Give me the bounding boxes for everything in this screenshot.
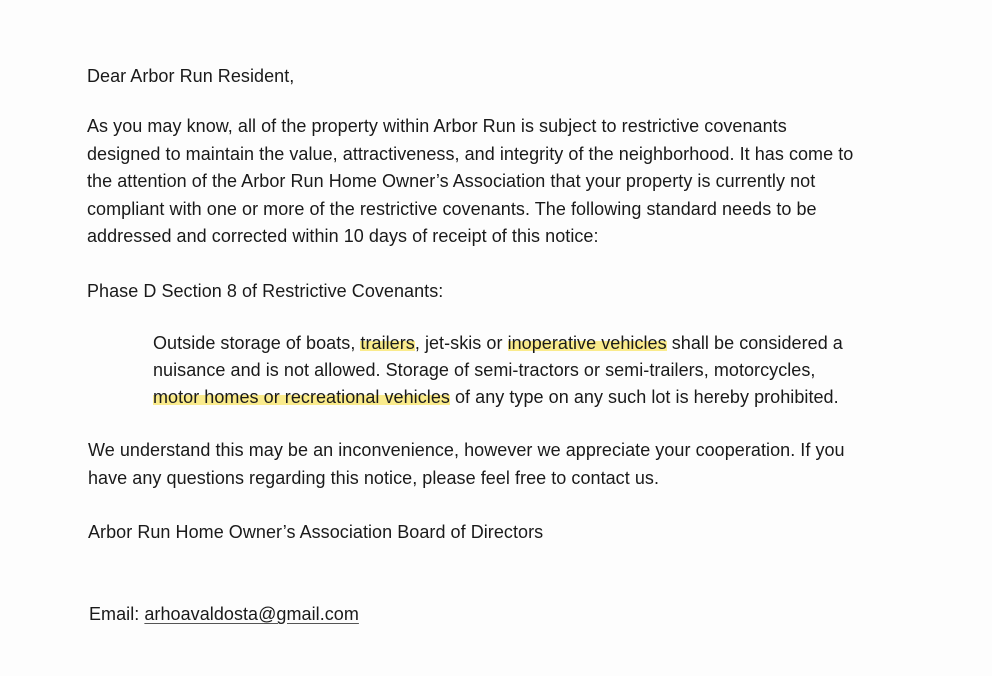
closing-line-1: We understand this may be an inconvenience, however we appreciate your cooperation. If you <box>88 440 845 460</box>
quote-line-1 <box>153 330 843 357</box>
quote-text: shall be considered a <box>666 333 843 353</box>
highlight-motor-homes: motor homes or recreational vehicles <box>153 387 450 407</box>
intro-line-3: the attention of the Arbor Run Home Owner’s Association that your property is currently not <box>87 171 816 191</box>
intro-line-4: compliant with one or more of the restrictive covenants. The following standard needs to be <box>87 199 817 219</box>
salutation: Dear Arbor Run Resident, <box>87 66 295 86</box>
highlight-inoperative-vehicles: inoperative vehicles <box>507 333 667 353</box>
email-row <box>89 601 359 628</box>
quote-text: , jet-skis or <box>414 333 508 353</box>
intro-line-5: addressed and corrected within 10 days of receipt of this notice: <box>87 226 599 246</box>
highlight-trailers: trailers <box>360 333 415 353</box>
intro-line-1: As you may know, all of the property within Arbor Run is subject to restrictive covenants <box>87 116 787 136</box>
section-heading: Phase D Section 8 of Restrictive Covenants: <box>87 281 444 301</box>
quote-text: Outside storage of boats, <box>153 333 361 353</box>
signature: Arbor Run Home Owner’s Association Board of Directors <box>88 522 544 542</box>
quote-text: of any type on any such lot is hereby prohibited. <box>449 387 839 407</box>
email-link[interactable]: arhoavaldosta@gmail.com <box>144 604 359 624</box>
intro-line-2: designed to maintain the value, attractiveness, and integrity of the neighborhood. It has come to <box>87 144 854 164</box>
quote-line-2: nuisance and is not allowed. Storage of semi-tractors or semi-trailers, motorcycles, <box>153 360 816 380</box>
email-label: Email: <box>89 604 145 624</box>
closing-line-2: have any questions regarding this notice, please feel free to contact us. <box>88 468 660 488</box>
quote-line-3 <box>153 384 839 411</box>
